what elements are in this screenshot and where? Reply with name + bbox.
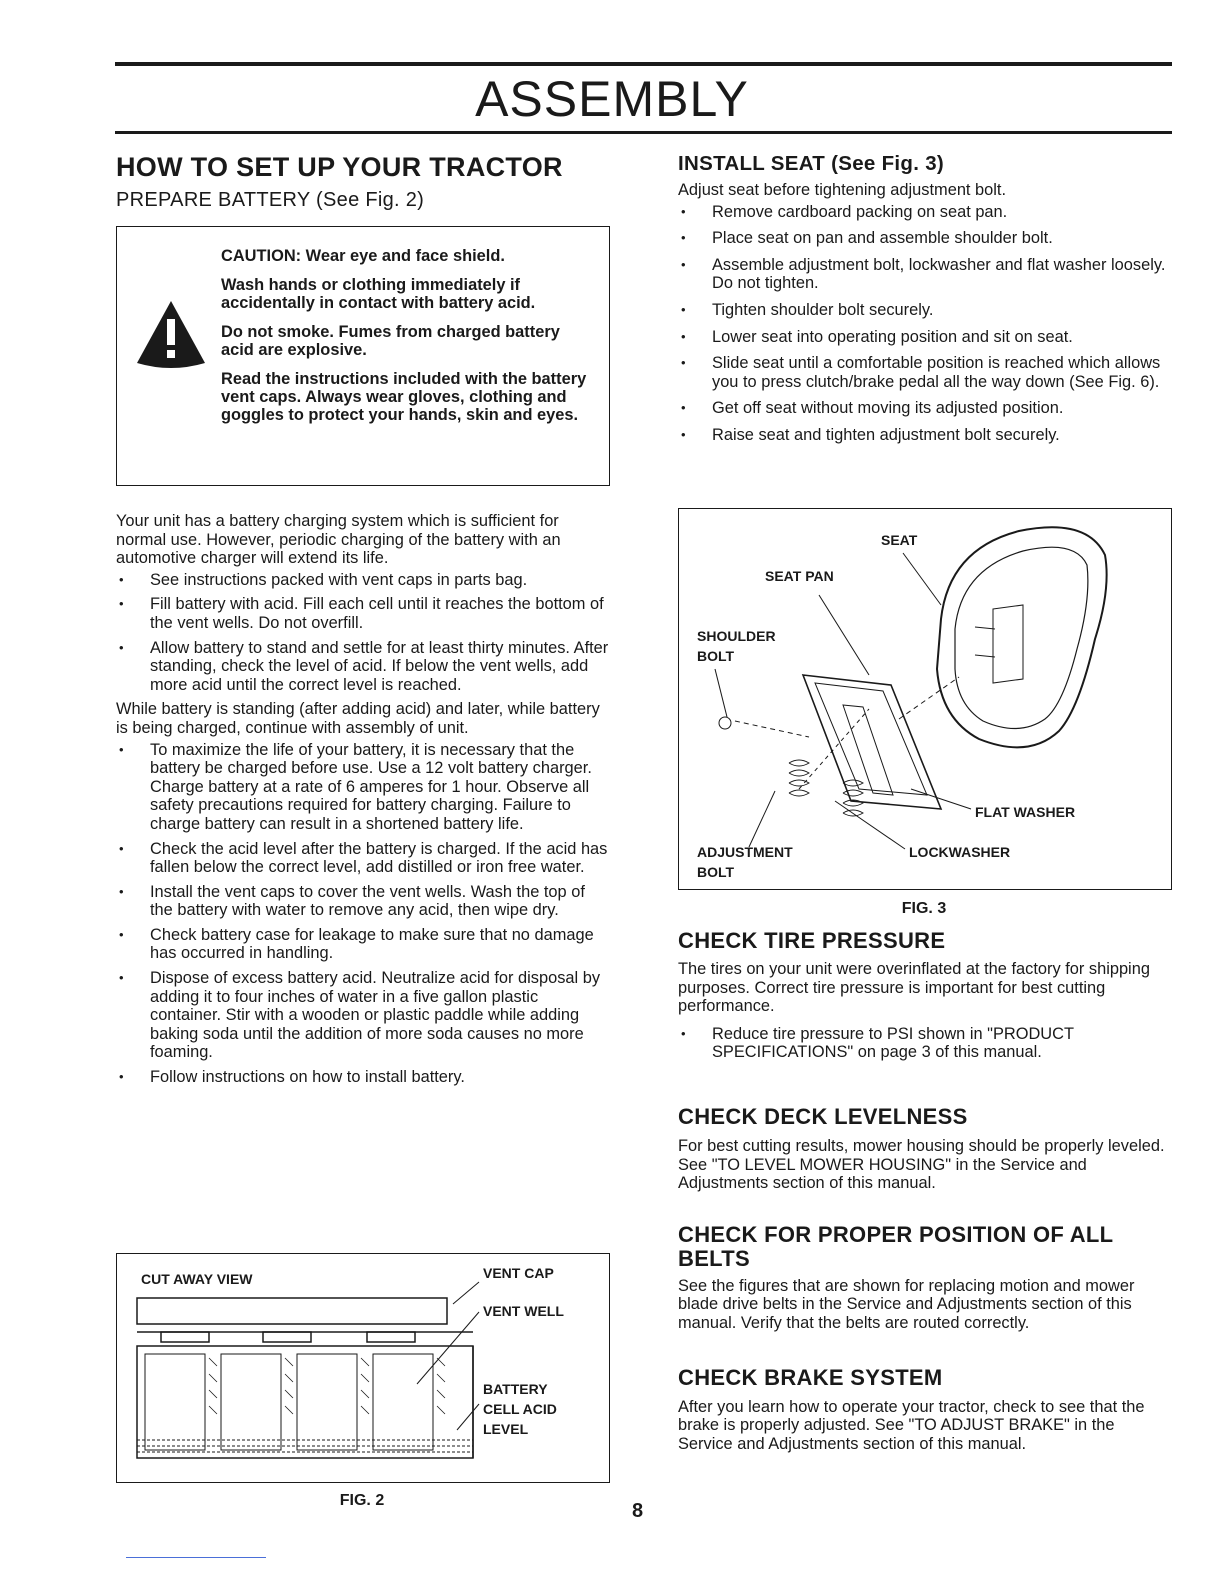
battery-charging-list xyxy=(116,741,610,1087)
fig2-label-cutaway: CUT AWAY VIEW xyxy=(141,1271,253,1287)
figure-3-caption: FIG. 3 xyxy=(901,900,947,917)
fig2-label-vent-cap: VENT CAP xyxy=(483,1265,554,1281)
seat-assembly-diagram xyxy=(679,509,1171,889)
tire-steps-list xyxy=(678,1025,1172,1062)
fig3-label-shoulder: SHOULDER xyxy=(697,628,776,644)
fig3-label-bolt-2: BOLT xyxy=(697,864,735,880)
fig3-label-seat: SEAT xyxy=(881,532,918,548)
title-rule xyxy=(115,131,1172,134)
list-item: • Allow battery to stand and settle for at least thirty minutes. After standing, check the level of acid. If below the vent wells, add more acid until the correct level is reached. xyxy=(116,639,610,695)
fig3-label-seat-pan: SEAT PAN xyxy=(765,568,834,584)
fig3-label-flat-washer: FLAT WASHER xyxy=(975,804,1076,820)
fig3-label-adjustment: ADJUSTMENT xyxy=(697,844,793,860)
list-item: • Fill battery with acid. Fill each cell until it reaches the bottom of the vent wells. Do not overfill. xyxy=(116,595,610,632)
left-column xyxy=(116,152,610,1087)
list-item: • Raise seat and tighten adjustment bolt securely. xyxy=(678,426,1172,445)
battery-steps-list xyxy=(116,571,610,695)
heading-check-belts: CHECK FOR PROPER POSITION OF ALL BELTS xyxy=(678,1221,1113,1271)
seat-steps-list xyxy=(678,203,1172,445)
right-column-bottom xyxy=(678,928,1172,1453)
list-item: • Lower seat into operating position and sit on seat. xyxy=(678,328,1172,347)
seat-intro: Adjust seat before tightening adjustment bolt. xyxy=(678,181,1007,199)
subheading-prepare-battery: PREPARE BATTERY (See Fig. 2) xyxy=(116,189,425,211)
warning-triangle-icon xyxy=(135,297,207,369)
page-title: ASSEMBLY xyxy=(475,71,749,127)
figure-2-caption: FIG. 2 xyxy=(339,1492,385,1509)
heading-install-seat: INSTALL SEAT (See Fig. 3) xyxy=(678,152,945,175)
fig2-label-battery: BATTERY xyxy=(483,1381,548,1397)
list-item: • To maximize the life of your battery, it is necessary that the battery be charged before use. Use a 12 volt battery charger. Charge battery at a rate of 6 amperes for 1 hour. Observe all safety precautions required for battery charging. Failure to charge battery can result in a shortened battery life. xyxy=(116,741,610,834)
battery-middle-text: While battery is standing (after adding acid) and later, while battery is being charged, continue with assembly of unit. xyxy=(116,700,600,737)
list-item: • Place seat on pan and assemble shoulder bolt. xyxy=(678,229,1172,248)
fig2-label-vent-well: VENT WELL xyxy=(483,1303,564,1319)
heading-check-deck-levelness: CHECK DECK LEVELNESS xyxy=(678,1103,968,1129)
caution-box xyxy=(116,226,610,486)
list-item: • Slide seat until a comfortable position is reached which allows you to press clutch/brake pedal all the way down (See Fig. 6). xyxy=(678,354,1172,391)
brake-body: After you learn how to operate your tractor, check to see that the brake is properly adjusted. See "TO ADJUST BRAKE" in the Service and Adjustments section of this manual. xyxy=(678,1397,1145,1453)
list-item: • Remove cardboard packing on seat pan. xyxy=(678,203,1172,222)
list-item: • See instructions packed with vent caps in parts bag. xyxy=(116,571,610,590)
fig2-label-level: LEVEL xyxy=(483,1421,529,1437)
list-item: • Check the acid level after the battery is charged. If the acid has fallen below the correct level, add distilled or iron free water. xyxy=(116,840,610,877)
list-item: • Check battery case for leakage to make sure that no damage has occurred in handling. xyxy=(116,926,610,963)
fig2-label-cell-acid: CELL ACID xyxy=(483,1401,557,1417)
battery-intro: Your unit has a battery charging system which is sufficient for normal use. However, periodic charging of the battery with an automotive charger will extend its life. xyxy=(116,512,561,568)
figure-3-box xyxy=(678,508,1172,890)
figure-2-box xyxy=(116,1253,610,1483)
list-item: • Install the vent caps to cover the vent wells. Wash the top of the battery with water to remove any acid, then wipe dry. xyxy=(116,883,610,920)
tire-body: The tires on your unit were overinflated at the factory for shipping purposes. Correct tire pressure is important for best cutting performance. xyxy=(678,960,1150,1016)
fig3-label-lockwasher: LOCKWASHER xyxy=(909,844,1011,860)
caution-line: Read the instructions included with the battery vent caps. Always wear gloves, clothing and goggles to protect your hands, skin and eyes. xyxy=(221,370,587,424)
deck-body: For best cutting results, mower housing should be properly leveled. See "TO LEVEL MOWER HOUSING" in the Service and Adjustments section of this manual. xyxy=(678,1136,1165,1193)
heading-check-tire-pressure: CHECK TIRE PRESSURE xyxy=(678,928,946,953)
list-item: • Reduce tire pressure to PSI shown in "PRODUCT SPECIFICATIONS" on page 3 of this manual. xyxy=(678,1025,1172,1062)
caution-text xyxy=(221,247,593,435)
top-rule xyxy=(115,62,1172,66)
footer-rule xyxy=(126,1557,266,1558)
caution-line: CAUTION: Wear eye and face shield. xyxy=(221,247,505,265)
list-item: • Follow instructions on how to install battery. xyxy=(116,1068,610,1087)
section-heading-setup: HOW TO SET UP YOUR TRACTOR xyxy=(116,152,563,182)
fig3-label-bolt: BOLT xyxy=(697,648,735,664)
battery-cutaway-diagram xyxy=(117,1254,609,1482)
list-item: • Assemble adjustment bolt, lockwasher and flat washer loosely. Do not tighten. xyxy=(678,256,1172,293)
list-item: • Get off seat without moving its adjusted position. xyxy=(678,399,1172,418)
list-item: • Tighten shoulder bolt securely. xyxy=(678,301,1172,320)
right-column-top xyxy=(678,152,1172,445)
list-item: • Dispose of excess battery acid. Neutralize acid for disposal by adding it to four inches of water in a five gallon plastic container. Stir with a wooden or plastic paddle while adding baking soda until the addition of more soda causes no more foaming. xyxy=(116,969,610,1062)
page-number: 8 xyxy=(632,1500,644,1522)
heading-check-brake-system: CHECK BRAKE SYSTEM xyxy=(678,1364,943,1390)
belts-body: See the figures that are shown for replacing motion and mower blade drive belts in the Service and Adjustments section of this manual. Verify that the belts are routed correctly. xyxy=(678,1276,1135,1332)
caution-line: Do not smoke. Fumes from charged battery acid are explosive. xyxy=(221,323,560,359)
caution-line: Wash hands or clothing immediately if accidentally in contact with battery acid. xyxy=(221,276,536,312)
